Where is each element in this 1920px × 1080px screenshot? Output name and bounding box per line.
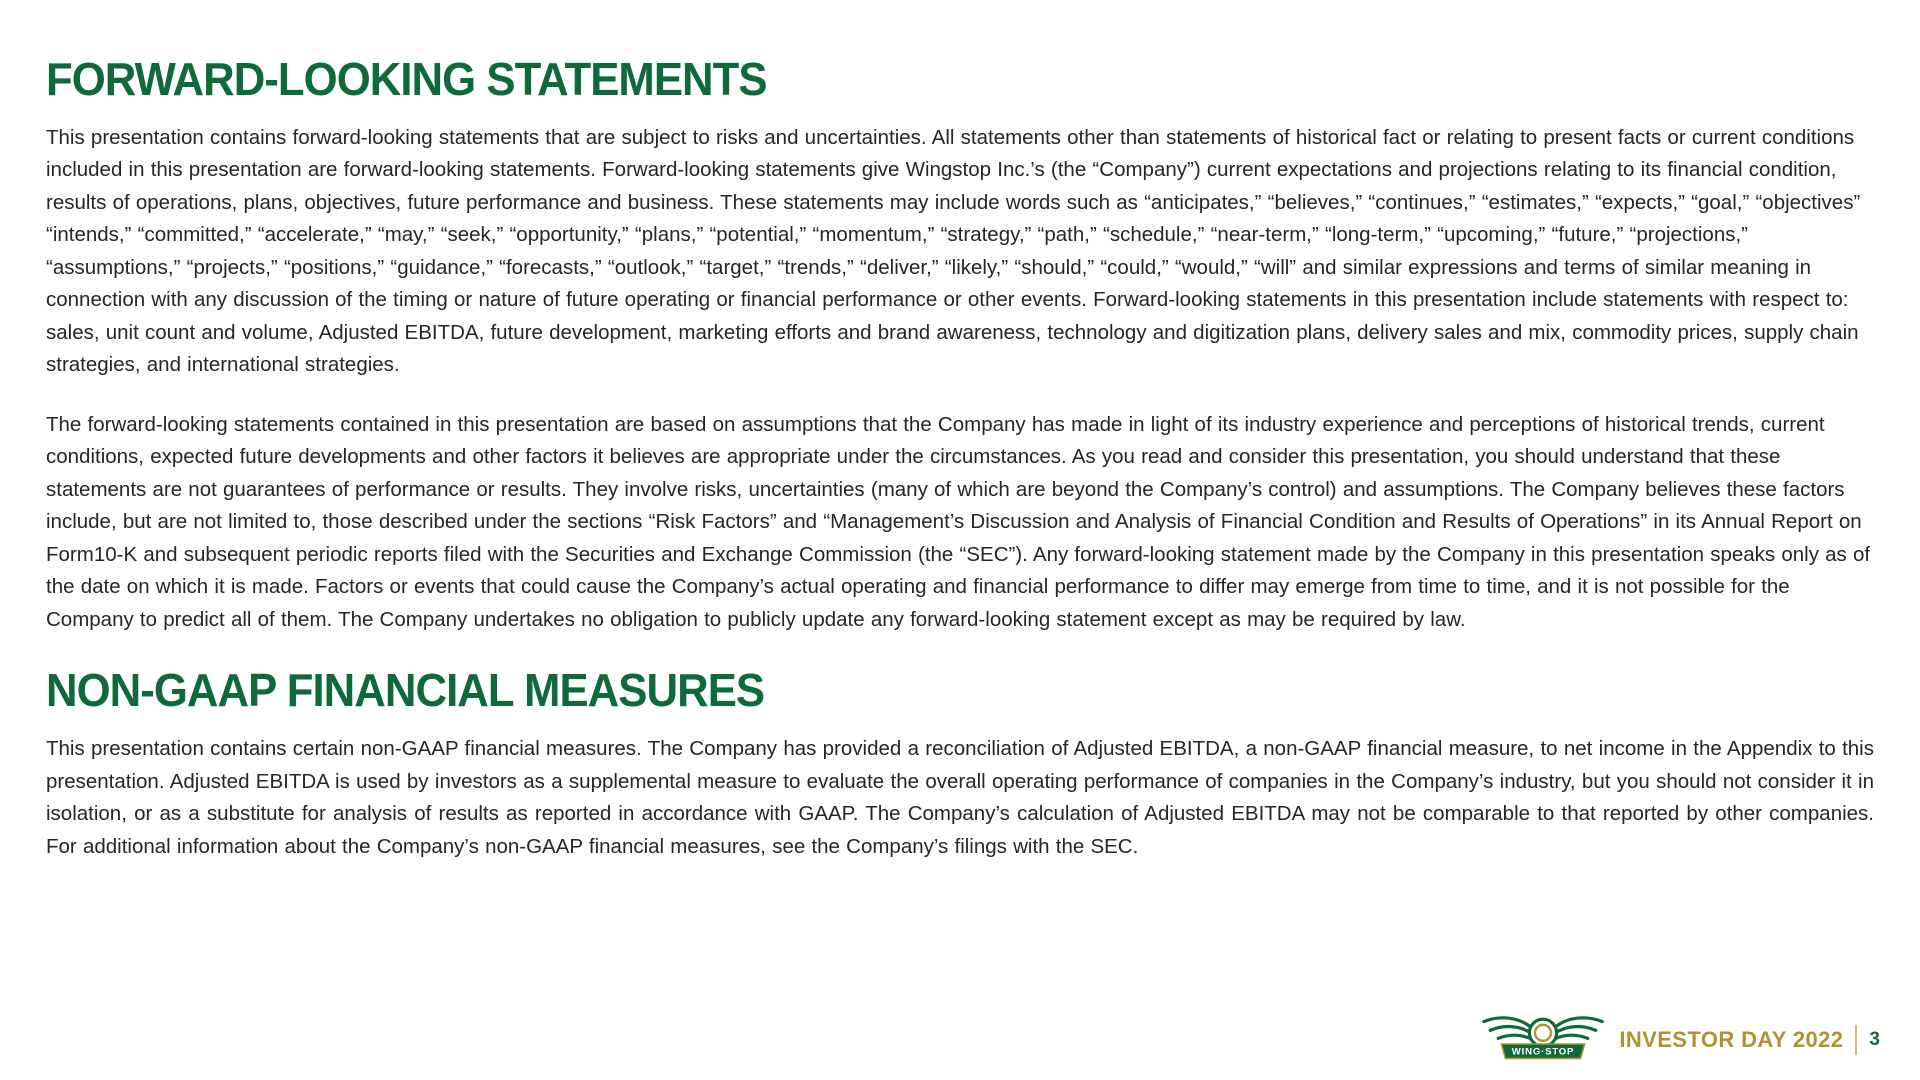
forward-looking-heading: FORWARD-LOOKING STATEMENTS bbox=[46, 53, 767, 105]
page-number: 3 bbox=[1869, 1029, 1880, 1050]
investor-day-label: INVESTOR DAY 2022 bbox=[1619, 1027, 1844, 1052]
non-gaap-paragraph-1: This presentation contains certain non-GAAP financial measures. The Company has provided a reconciliation of Adjusted EBITDA, a non-GAAP financial measure, to net income in the Appendix to this presentation. Adjusted EBITDA is used by investors as a supplemental measure to evaluate the overall operating performance of companies in the Company’s industry, but you should not consider it in isolation, or as a substitute for analysis of results as reported in accordance with GAAP. The Company’s calculation of Adjusted EBITDA may not be comparable to that reported by other companies. For additional information about the Company’s non-GAAP financial measures, see the Company’s filings with the SEC. bbox=[46, 737, 1874, 858]
wingstop-logo-banner-text: WING·STOP bbox=[1512, 1046, 1575, 1058]
forward-looking-paragraph-2: The forward-looking statements contained in this presentation are based on assumptions that the Company has made in light of its industry experience and perceptions of historical trends, current conditions, expected future developments and other factors it believes are appropriate under the circumstances. As you read and consider this presentation, you should understand that these statements are not guarantees of performance or results. They involve risks, uncertainties (many of which are beyond the Company’s control) and assumptions. The Company believes these factors include, but are not limited to, those described under the sections “Risk Factors” and “Management’s Discussion and Analysis of Financial Condition and Results of Operations” in its Annual Report on Form10-K and subsequent periodic reports filed with the Securities and Exchange Commission (the “SEC”). Any forward-looking statement made by the Company in this presentation speaks only as of the date on which it is made. Factors or events that could cause the Company’s actual operating and financial performance to differ may emerge from time to time, and it is not possible for the Company to predict all of them. The Company undertakes no obligation to publicly update any forward-looking statement except as may be required by law. bbox=[46, 412, 1871, 631]
slide-footer bbox=[1479, 1012, 1882, 1068]
wingstop-logo-icon bbox=[1479, 1012, 1607, 1068]
section-non-gaap-measures bbox=[46, 663, 1874, 863]
section-forward-looking-statements bbox=[46, 52, 1874, 636]
non-gaap-heading: NON-GAAP FINANCIAL MEASURES bbox=[46, 664, 765, 717]
forward-looking-paragraph-1: This presentation contains forward-looking statements that are subject to risks and uncertainties. All statements other than statements of historical fact or relating to present facts or current conditions included in this presentation are forward-looking statements. Forward-looking statements give Wingstop Inc.’s (the “Company”) current expectations and projections relating to its financial condition, results of operations, plans, objectives, future performance and business. These statements may include words such as “anticipates,” “believes,” “continues,” “estimates,” “expects,” “goal,” “objectives” “intends,” “committed,” “accelerate,” “may,” “seek,” “opportunity,” “plans,” “potential,” “momentum,” “strategy,” “path,” “schedule,” “near-term,” “long-term,” “upcoming,” “future,” “projections,” “assumptions,” “projects,” “positions,” “guidance,” “forecasts,” “outlook,” “target,” “trends,” “deliver,” “likely,” “should,” “could,” “would,” “will” and similar expressions and terms of similar meaning in connection with any discussion of the timing or nature of future operating or financial performance or other events. Forward-looking statements in this presentation include statements with respect to: sales, unit count and volume, Adjusted EBITDA, future development, marketing efforts and brand awareness, technology and digitization plans, delivery sales and mix, commodity prices, supply chain strategies, and international strategies. bbox=[46, 126, 1861, 377]
footer-divider bbox=[1855, 1025, 1857, 1055]
